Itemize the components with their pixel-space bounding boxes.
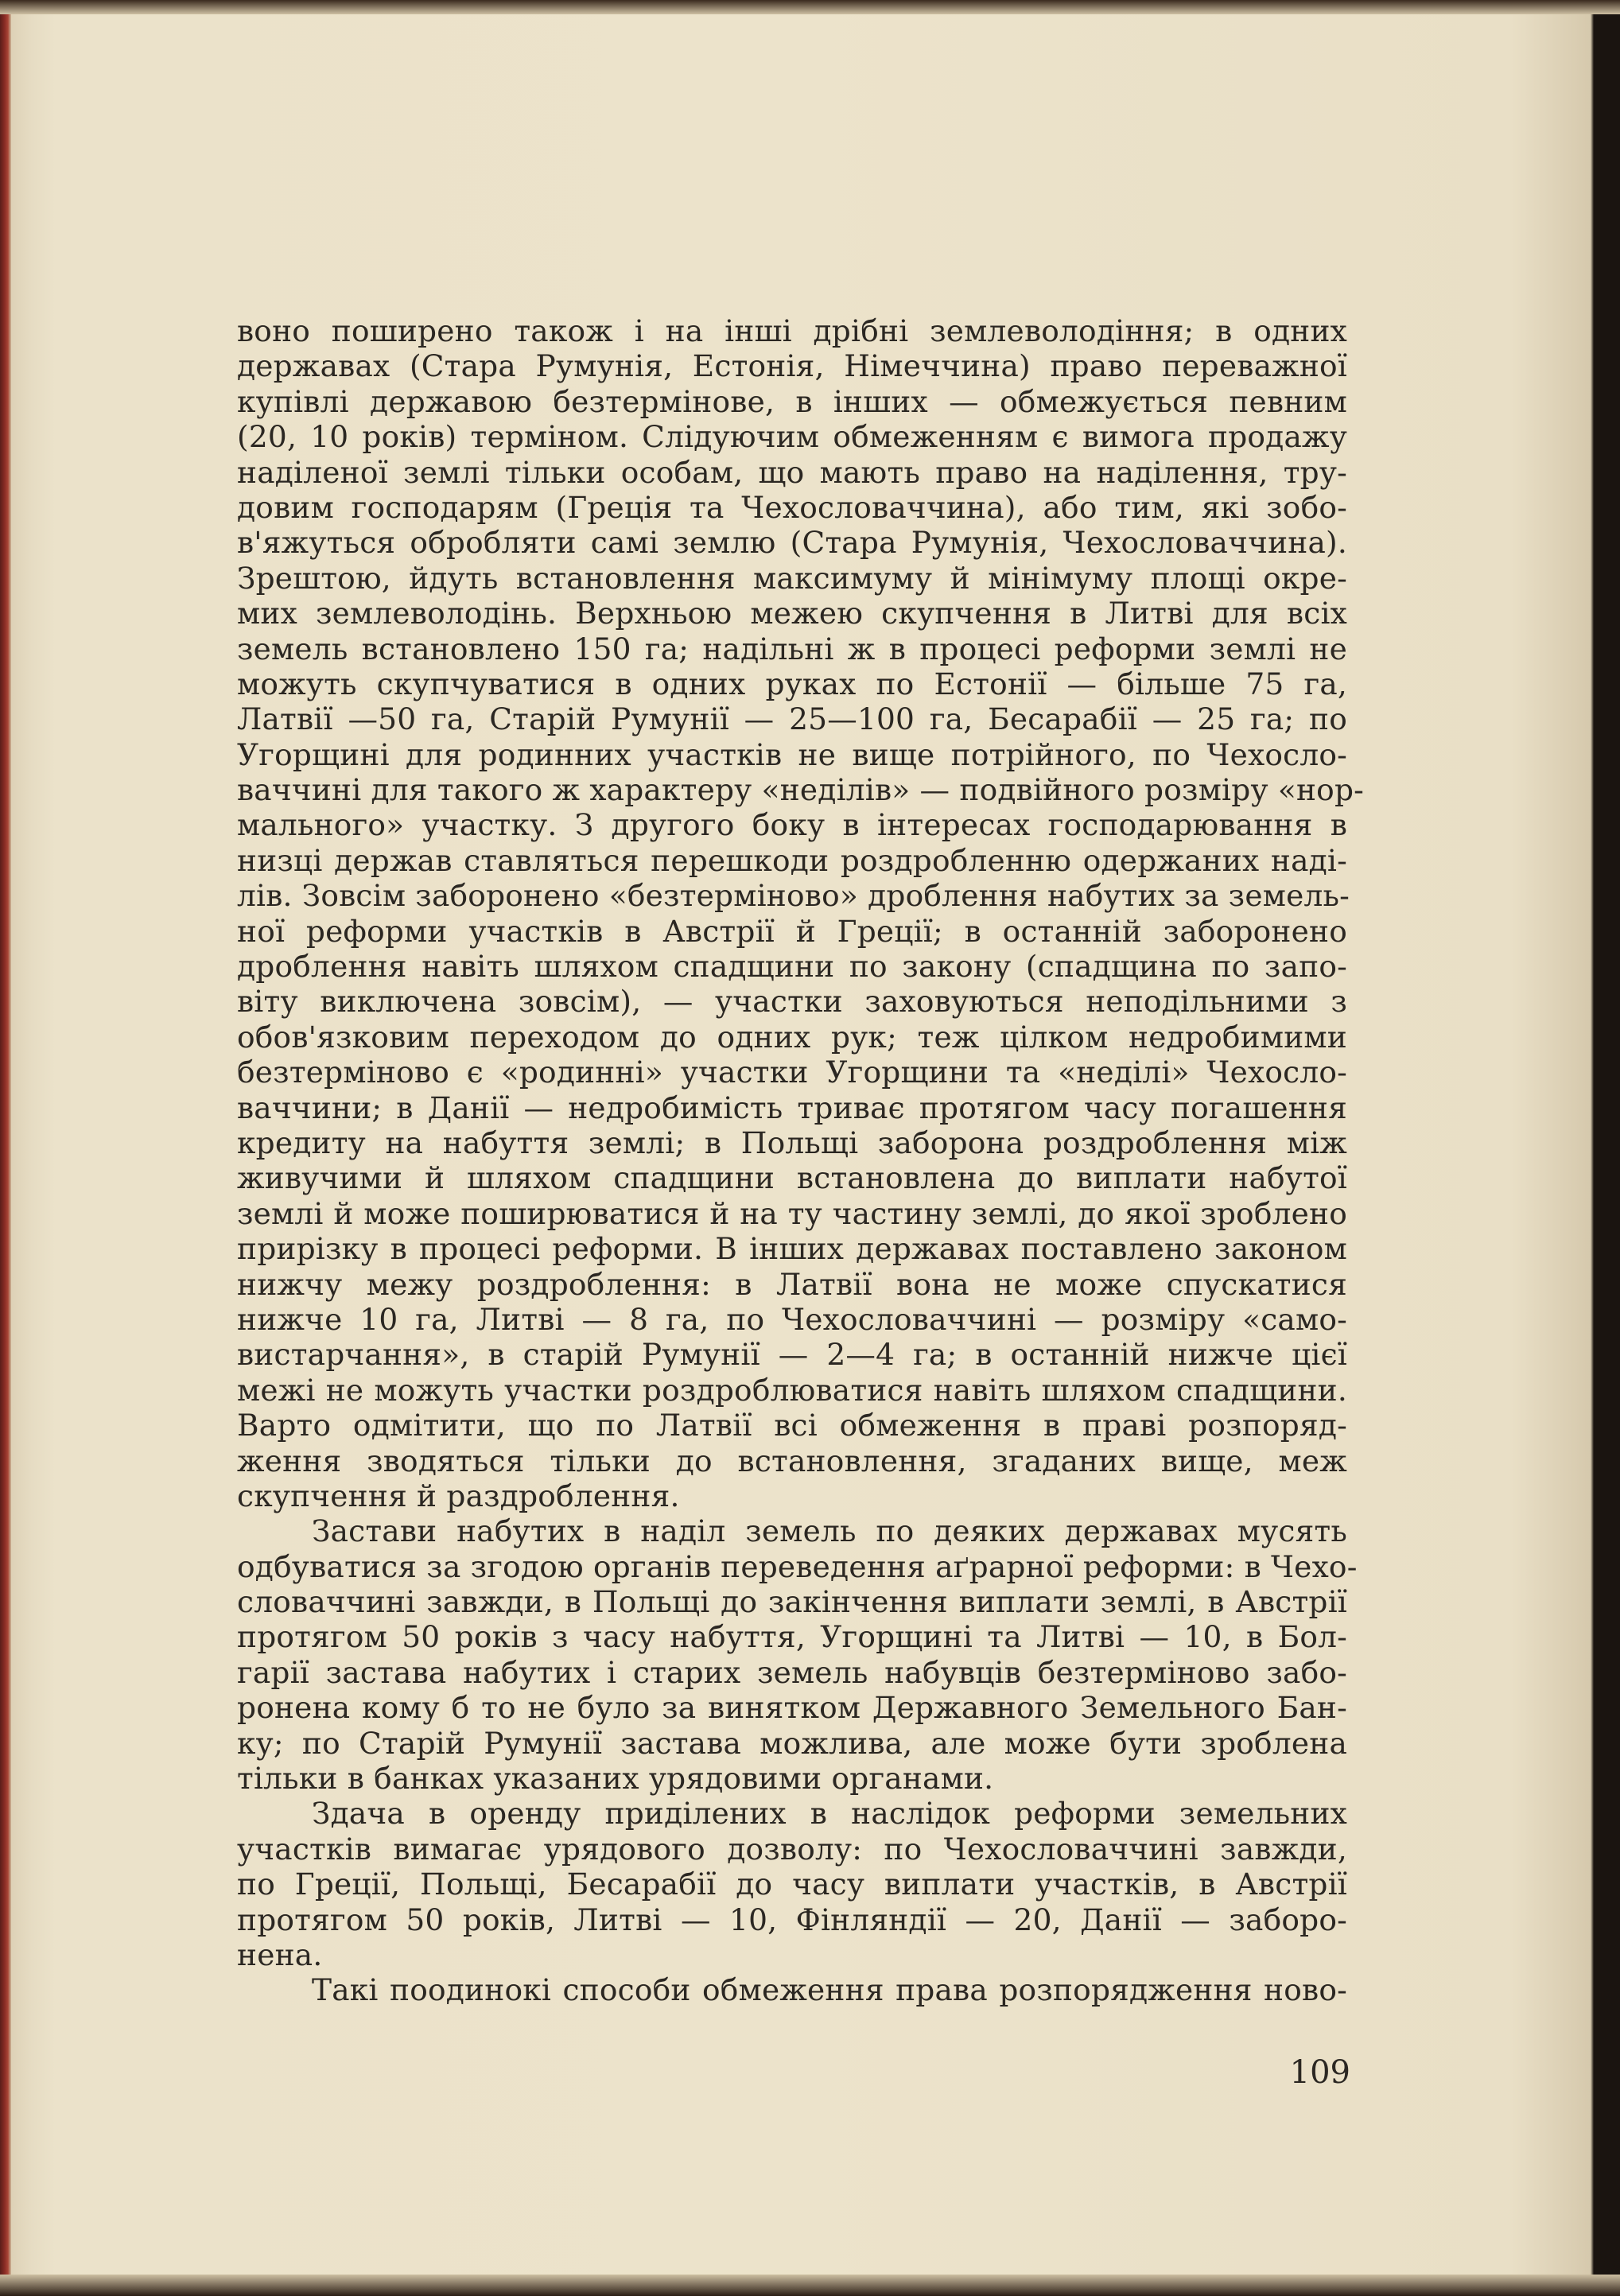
text-line: одбуватися за згодою органів переведення аґрарної реформи: в Чехо- — [237, 1548, 1358, 1584]
book-spine — [0, 0, 11, 2296]
text-line: землі й може поширюватися й на ту частину землі, до якої зроблено — [237, 1195, 1347, 1231]
text-line: нижчу межу роздроблення: в Латвії вона не може спускатися — [237, 1266, 1347, 1302]
text-line: ку; по Старій Румунії застава можлива, але може бути зроблена — [237, 1725, 1347, 1761]
text-line: купівлі державою безтермінове, в інших — обмежується певним — [237, 383, 1347, 419]
text-line: ної реформи участків в Австрії й Греції; в останній заборонено — [237, 913, 1347, 949]
paragraph-start-line: Застави набутих в наділ земель по деяких державах мусять — [312, 1513, 1347, 1549]
text-line: земель встановлено 150 га; надільні ж в процесі реформи землі не — [237, 631, 1347, 666]
text-line: скупчення й раздроблення. — [237, 1478, 680, 1513]
paragraph-start-line: Здача в оренду приділених в наслідок реформи земельних — [312, 1796, 1347, 1832]
text-line: межі не можуть участки роздроблюватися навіть шляхом спадщини. — [237, 1372, 1347, 1408]
text-line: (20, 10 років) терміном. Слідуючим обмеженням є вимога продажу — [237, 419, 1347, 455]
text-line: Варто одмітити, що по Латвії всі обмеження в праві розпоряд- — [237, 1408, 1347, 1443]
page-bottom-edge — [0, 2275, 1620, 2296]
text-line: тільки в банках указаних урядовими органами. — [237, 1761, 994, 1797]
text-line: ваччині для такого ж характеру «неділів» — подвійного розміру «нор- — [237, 772, 1365, 808]
text-line: безтерміново є «родинні» участки Угорщини та «неділі» Чехосло- — [237, 1055, 1347, 1090]
text-line: ження зводяться тільки до встановлення, згаданих вище, меж — [237, 1443, 1347, 1478]
text-line: мих землеволодінь. Верхньою межею скупчення в Литві для всіх — [237, 596, 1347, 631]
text-line: кредиту на набуття землі; в Польщі заборона роздроблення між — [237, 1125, 1347, 1160]
page-number: 109 — [1289, 2054, 1350, 2091]
text-line: ваччини; в Данії — недробимість триває протягом часу погашення — [237, 1090, 1347, 1125]
text-line: нена. — [237, 1937, 323, 1972]
text-line: лів. Зовсім заборонено «безтерміново» дроблення набутих за земель- — [237, 878, 1350, 914]
paragraph-start-line: Такі поодинокі способи обмеження права розпорядження ново- — [312, 1972, 1347, 2008]
text-line: мального» участку. З другого боку в інтересах господарювання в — [237, 807, 1347, 843]
text-line: гарії застава набутих і старих земель набувців безтерміново забо- — [237, 1654, 1347, 1690]
text-line: по Греції, Польщі, Бесарабії до часу виплати участків, в Австрії — [237, 1867, 1347, 1902]
text-line: державах (Стара Румунія, Естонія, Німеччина) право переважної — [237, 348, 1347, 384]
text-line: словаччині завжди, в Польщі до закінчення виплати землі, в Австрії — [237, 1584, 1347, 1620]
text-line: обов'язковим переходом до одних рук; теж цілком недробимими — [237, 1019, 1347, 1055]
text-line: дроблення навіть шляхом спадщини по закону (спадщина по запо- — [237, 949, 1347, 985]
text-line: воно поширено також і на інші дрібні землеволодіння; в одних — [237, 313, 1347, 348]
text-line: Угорщині для родинних участків не вище потрійного, по Чехосло- — [237, 736, 1347, 772]
text-line: низці держав ставляться перешкоди роздробленню одержаних наді- — [237, 842, 1347, 878]
text-line: віту виключена зовсім), — участки заховуються неподільними з — [237, 984, 1347, 1020]
text-line: можуть скупчуватися в одних руках по Естонії — більше 75 га, — [237, 666, 1347, 701]
text-line: протягом 50 років з часу набуття, Угорщині та Литві — 10, в Бол- — [237, 1619, 1347, 1655]
text-line: вистарчання», в старій Румунії — 2—4 га; в останній нижче цієї — [237, 1337, 1347, 1373]
text-line: ронена кому б то не було за винятком Державного Земельного Бан- — [237, 1690, 1347, 1726]
text-line: участків вимагає урядового дозволу: по Чехословаччині завжди, — [237, 1831, 1347, 1867]
body-text — [237, 313, 1365, 2008]
page-top-edge — [0, 0, 1620, 14]
text-line: Латвії —50 га, Старій Румунії — 25—100 га, Бесарабії — 25 га; по — [237, 701, 1347, 737]
text-line: нижче 10 га, Литві — 8 га, по Чехословаччині — розміру «само- — [237, 1301, 1347, 1337]
text-line: в'яжуться обробляти самі землю (Стара Румунія, Чехословаччина). — [237, 525, 1347, 561]
text-line: прирізку в процесі реформи. В інших державах поставлено законом — [237, 1231, 1347, 1267]
text-line: наділеної землі тільки особам, що мають право на наділення, тру- — [237, 454, 1347, 490]
text-line: Зрештою, йдуть встановлення максимуму й мінімуму площі окре- — [237, 560, 1347, 596]
text-line: протягом 50 років, Литві — 10, Фінляндії — 20, Данії — заборо- — [237, 1902, 1347, 1937]
text-line: живучими й шляхом спадщини встановлена до виплати набутої — [237, 1160, 1347, 1196]
text-line: довим господарям (Греція та Чехословаччина), або тим, які зобо- — [237, 489, 1347, 525]
